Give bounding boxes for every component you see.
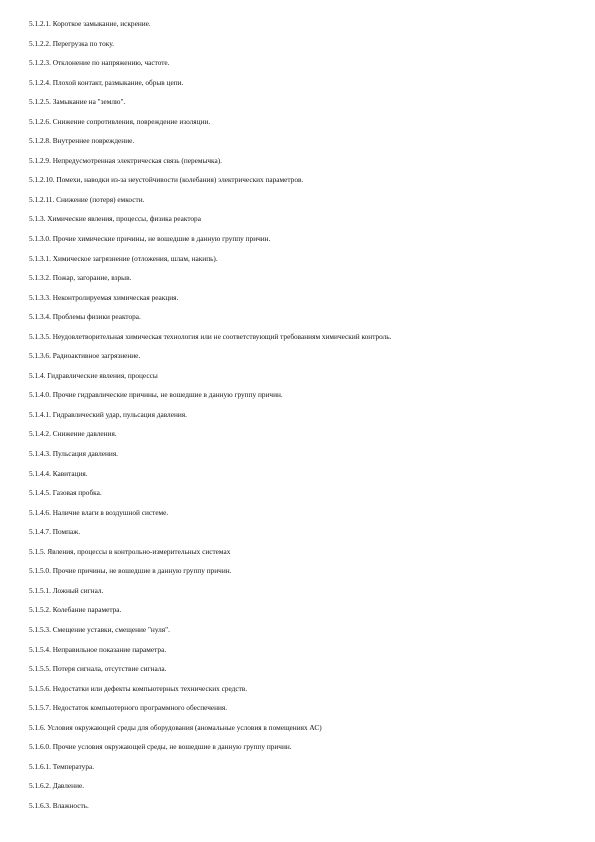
- list-item: 5.1.6.1. Температура.: [29, 761, 95, 771]
- section-heading: 5.1.5. Явления, процессы в контрольно-измерительных системах: [29, 546, 231, 556]
- list-item: 5.1.2.5. Замыкание на "землю".: [29, 97, 126, 107]
- list-item: 5.1.3.5. Неудовлетворительная химическая технология или не соответствующий требованиям химический контроль.: [29, 331, 392, 341]
- list-item: 5.1.2.6. Снижение сопротивления, повреждение изоляции.: [29, 116, 211, 126]
- section-heading: 5.1.6. Условия окружающей среды для оборудования (аномальные условия в помещениях АС): [29, 722, 322, 732]
- list-item: 5.1.2.3. Отклонение по напряжению, частоте.: [29, 58, 170, 68]
- list-item: 5.1.5.0. Прочие причины, не вошедшие в данную группу причин.: [29, 566, 232, 576]
- list-item: 5.1.4.1. Гидравлический удар, пульсация давления.: [29, 409, 187, 419]
- list-item: 5.1.6.2. Давление.: [29, 781, 85, 791]
- list-item: 5.1.4.0. Прочие гидравлические причины, не вошедшие в данную группу причин.: [29, 390, 283, 400]
- list-item: 5.1.2.2. Перегрузка по току.: [29, 38, 114, 48]
- list-item: 5.1.5.6. Недостатки или дефекты компьютерных технических средств.: [29, 683, 248, 693]
- list-item: 5.1.5.3. Смещение уставки, смещение "нуля".: [29, 624, 170, 634]
- section-heading: 5.1.3. Химические явления, процессы, физика реактора: [29, 214, 201, 224]
- list-item: 5.1.6.3. Влажность.: [29, 800, 89, 810]
- list-item: 5.1.3.3. Неконтролируемая химическая реакция.: [29, 292, 179, 302]
- list-item: 5.1.2.10. Помехи, наводки из-за неустойчивости (колебания) электрических параметров.: [29, 175, 304, 185]
- list-item: 5.1.4.6. Наличие влаги в воздушной системе.: [29, 507, 169, 517]
- list-item: 5.1.4.2. Снижение давления.: [29, 429, 117, 439]
- list-item: 5.1.3.1. Химическое загрязнение (отложения, шлам, накипь).: [29, 253, 218, 263]
- list-item: 5.1.2.4. Плохой контакт, размыкание, обрыв цепи.: [29, 77, 184, 87]
- list-item: 5.1.4.5. Газовая пробка.: [29, 488, 102, 498]
- list-item: 5.1.3.2. Пожар, загорание, взрыв.: [29, 273, 132, 283]
- list-item: 5.1.2.11. Снижение (потеря) емкости.: [29, 194, 145, 204]
- list-item: 5.1.4.7. Помпаж.: [29, 527, 81, 537]
- section-heading: 5.1.4. Гидравлические явления, процессы: [29, 370, 158, 380]
- list-item: 5.1.2.8. Внутреннее повреждение.: [29, 136, 135, 146]
- list-item: 5.1.3.0. Прочие химические причины, не вошедшие в данную группу причин.: [29, 234, 271, 244]
- list-item: 5.1.3.4. Проблемы физики реактора.: [29, 312, 141, 322]
- list-item: 5.1.5.1. Ложный сигнал.: [29, 585, 104, 595]
- list-item: 5.1.5.4. Неправильное показание параметра.: [29, 644, 167, 654]
- cause-code-list: [29, 14, 585, 815]
- list-item: 5.1.5.5. Потеря сигнала, отсутствие сигнала.: [29, 664, 167, 674]
- list-item: 5.1.2.9. Непредусмотренная электрическая связь (перемычка).: [29, 155, 222, 165]
- list-item: 5.1.5.2. Колебание параметра.: [29, 605, 122, 615]
- list-item: 5.1.2.1. Короткое замыкание, искрение.: [29, 19, 151, 28]
- list-item: 5.1.3.6. Радиоактивное загрязнение.: [29, 351, 141, 361]
- list-item: 5.1.4.3. Пульсация давления.: [29, 449, 119, 459]
- list-item: 5.1.4.4. Кавитация.: [29, 468, 88, 478]
- list-item: 5.1.6.0. Прочие условия окружающей среды, не вошедшие в данную группу причин.: [29, 742, 292, 752]
- list-item: 5.1.5.7. Недостаток компьютерного программного обеспечения.: [29, 703, 228, 713]
